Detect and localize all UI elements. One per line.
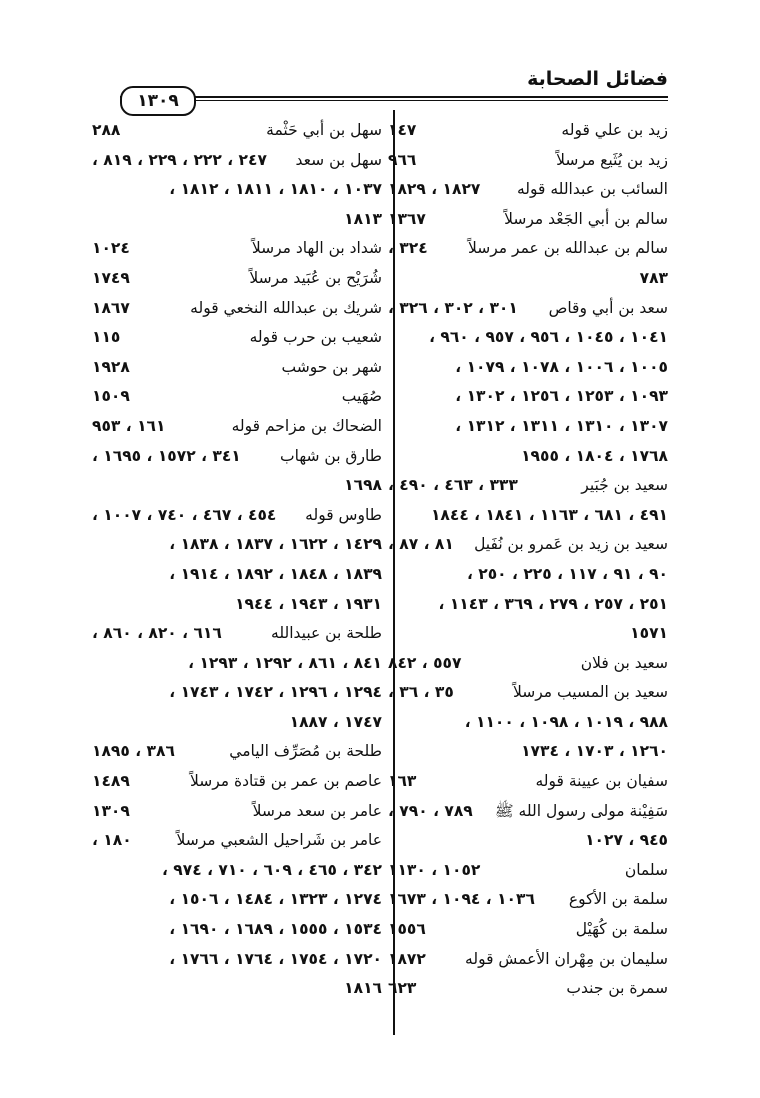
entry-numbers: ١٩٣١ ، ١٩٤٣ ، ١٩٤٤ <box>235 594 382 613</box>
index-entry <box>92 590 382 620</box>
entry-numbers: ١٥٣٤ ، ١٥٥٥ ، ١٦٨٩ ، ١٦٩٠ ، <box>169 920 382 939</box>
page-header-title: فضائل الصحابة <box>527 68 668 90</box>
entry-numbers: ١٣٠٧ ، ١٣١٠ ، ١٣١١ ، ١٣١٢ ، <box>455 416 668 435</box>
header-rule <box>120 96 668 98</box>
index-entry <box>92 530 382 560</box>
index-entry <box>388 767 668 797</box>
entry-numbers: ١٧٤٧ ، ١٨٨٧ <box>289 712 382 731</box>
index-entry <box>388 442 668 472</box>
entry-numbers: ١٠٣٦ ، ١٠٩٤ ، ١٦٧٣ <box>388 890 535 909</box>
entry-numbers: ١٥٧١ <box>630 624 668 643</box>
index-entry <box>92 678 382 708</box>
entry-name: سعد بن أبي وقاص <box>548 298 668 317</box>
entry-name: شُرَيْح بن عُبَيد مرسلاً <box>249 268 382 287</box>
index-entry <box>92 501 382 531</box>
index-entry <box>92 382 382 412</box>
entry-name: شداد بن الهاد مرسلاً <box>251 239 382 258</box>
entry-numbers: ٧٨٩ ، ٧٩٠ ، <box>388 801 473 820</box>
index-entry <box>92 885 382 915</box>
entry-name: سهل بن أبي حَثْمة <box>266 121 382 139</box>
index-entry <box>92 205 382 235</box>
index-entry <box>92 826 382 856</box>
index-entry <box>92 146 382 176</box>
index-entry <box>388 234 668 264</box>
index-entry <box>388 856 668 886</box>
index-entry <box>388 974 668 1004</box>
index-entry <box>92 442 382 472</box>
entry-numbers: ٥٥٧ ، ٨٤٢ <box>388 653 462 672</box>
entry-numbers: ٣٤٢ ، ٤٦٥ ، ٦٠٩ ، ٧١٠ ، ٩٧٤ ، <box>162 860 382 879</box>
entry-name: سفيان بن عيينة قوله <box>535 772 668 791</box>
entry-name: سلمة بن الأكوع <box>568 890 668 909</box>
entry-name: طاوس قوله <box>305 505 382 524</box>
index-entry <box>92 708 382 738</box>
index-entry <box>388 737 668 767</box>
index-column-right <box>388 116 668 1004</box>
index-entry <box>92 915 382 945</box>
entry-name: طلحة بن مُصَرِّف اليامي <box>229 742 382 761</box>
entry-numbers: ١٢٧٤ ، ١٣٢٣ ، ١٤٨٤ ، ١٥٠٦ ، <box>169 890 382 909</box>
index-column-left <box>92 116 382 1004</box>
index-entry <box>388 146 668 176</box>
entry-numbers: ٨١ ، ٨٧ ، <box>388 535 454 554</box>
entry-numbers: ١٧٦٨ ، ١٨٠٤ ، ١٩٥٥ <box>521 446 668 465</box>
entry-name: سعيد بن جُبَير <box>581 476 668 495</box>
entry-numbers: ١٦١ ، ٩٥٣ <box>92 416 166 435</box>
index-entry <box>92 797 382 827</box>
entry-numbers: ١٠٢٤ <box>92 239 130 258</box>
entry-numbers: ١٢٩٤ ، ١٢٩٦ ، ١٧٤٢ ، ١٧٤٣ ، <box>169 683 382 702</box>
entry-name: عامر بن سعد مرسلاً <box>252 801 382 820</box>
index-entry <box>92 767 382 797</box>
index-entry <box>388 116 668 146</box>
entry-name: سعيد بن فلان <box>580 653 668 672</box>
index-entry <box>388 649 668 679</box>
entry-name: شريك بن عبدالله النخعي قوله <box>190 298 382 317</box>
entry-numbers: ٣٥ ، ٣٦ ، <box>388 683 454 702</box>
index-entry <box>388 826 668 856</box>
entry-numbers: ١٨٢٧ ، ١٨٢٩ <box>388 180 481 199</box>
entry-numbers: ٩٨٨ ، ١٠١٩ ، ١٠٩٨ ، ١١٠٠ ، <box>464 712 668 731</box>
entry-numbers: ١٠٥٢ ، ١١٣٠ <box>388 860 481 879</box>
entry-numbers: ٤٥٤ ، ٤٦٧ ، ٧٤٠ ، ١٠٠٧ ، <box>92 505 277 524</box>
index-entry <box>92 234 382 264</box>
entry-numbers: ٣٠١ ، ٣٠٢ ، ٣٢٦ ، <box>388 298 518 317</box>
entry-name: سمرة بن جندب <box>566 979 668 998</box>
entry-numbers: ٦١٦ ، ٨٢٠ ، ٨٦٠ ، <box>92 624 222 643</box>
entry-numbers: ١٤٧ <box>388 121 417 139</box>
entry-numbers: ٣٣٣ ، ٤٦٣ ، ٤٩٠ ، <box>388 476 518 495</box>
entry-numbers: ٩٠ ، ٩١ ، ١١٧ ، ٢٢٥ ، ٢٥٠ ، <box>466 564 668 583</box>
index-entry <box>92 116 382 146</box>
entry-name: زيد بن يُثَيع مرسلاً <box>556 150 668 169</box>
entry-numbers: ١٦٣ <box>388 772 417 791</box>
entry-name: الضحاك بن مزاحم قوله <box>231 416 382 435</box>
entry-numbers: ١٥٠٩ <box>92 387 130 406</box>
entry-name: سعيد بن المسيب مرسلاً <box>513 683 668 702</box>
index-entry <box>92 619 382 649</box>
entry-name: شعيب بن حرب قوله <box>249 328 382 347</box>
entry-numbers: ٢٨٨ <box>92 121 121 139</box>
entry-numbers: ١٢٦٠ ، ١٧٠٣ ، ١٧٣٤ <box>521 742 668 761</box>
index-entry <box>388 205 668 235</box>
index-entry <box>92 264 382 294</box>
index-entry <box>388 471 668 501</box>
index-entry <box>388 885 668 915</box>
index-entry <box>92 175 382 205</box>
entry-name: طارق بن شهاب <box>280 446 382 465</box>
entry-numbers: ٢٥١ ، ٢٥٧ ، ٢٧٩ ، ٣٦٩ ، ١١٤٣ ، <box>438 594 668 613</box>
entry-numbers: ١٦٩٨ <box>344 476 382 495</box>
index-entry <box>388 175 668 205</box>
index-entry <box>388 915 668 945</box>
entry-numbers: ١٨٧٢ <box>388 949 426 968</box>
page-number: ١٣٠٩ <box>120 86 196 116</box>
entry-numbers: ١٠٤١ ، ١٠٤٥ ، ٩٥٦ ، ٩٥٧ ، ٩٦٠ ، <box>429 328 668 347</box>
index-entry <box>388 619 668 649</box>
entry-numbers: ١٣٠٩ <box>92 801 130 820</box>
entry-numbers: ١٣٦٧ <box>388 209 426 228</box>
index-entry <box>92 323 382 353</box>
entry-name: عامر بن شَراحيل الشعبي مرسلاً <box>176 831 382 850</box>
entry-name: سلمان <box>624 860 668 879</box>
entry-name: عاصم بن عمر بن قتادة مرسلاً <box>190 772 382 791</box>
index-entry <box>388 294 668 324</box>
entry-numbers: ١٨١٦ <box>344 979 382 998</box>
index-entry <box>92 412 382 442</box>
index-entry <box>388 560 668 590</box>
entry-numbers: ٤٩١ ، ٦٨١ ، ١١٦٣ ، ١٨٤١ ، ١٨٤٤ <box>430 505 668 524</box>
index-entry <box>388 382 668 412</box>
index-entry <box>92 974 382 1004</box>
index-entry <box>92 737 382 767</box>
index-entry <box>92 560 382 590</box>
index-entry <box>388 678 668 708</box>
entry-numbers: ١٨١٣ <box>344 209 382 228</box>
index-entry <box>388 530 668 560</box>
entry-name: سعيد بن زيد بن عَمرو بن نُفَيل <box>474 535 668 554</box>
index-entry <box>388 797 668 827</box>
index-entry <box>388 264 668 294</box>
entry-numbers: ١٥٥٦ <box>388 920 426 939</box>
entry-name: زيد بن علي قوله <box>561 121 668 139</box>
entry-numbers: ١٧٤٩ <box>92 268 130 287</box>
index-entry <box>92 294 382 324</box>
entry-numbers: ٣٨٦ ، ١٨٩٥ <box>92 742 175 761</box>
entry-numbers: ١٤٨٩ <box>92 772 130 791</box>
entry-name: السائب بن عبدالله قوله <box>517 180 668 199</box>
header-rule-thin <box>120 100 668 101</box>
entry-name: سالم بن عبدالله بن عمر مرسلاً <box>468 239 668 258</box>
index-entry <box>388 590 668 620</box>
entry-name: سالم بن أبي الجَعْد مرسلاً <box>504 209 668 228</box>
entry-name: شهر بن حوشب <box>281 357 382 376</box>
index-entry <box>92 471 382 501</box>
entry-numbers: ٢٤٧ ، ٢٢٢ ، ٢٢٩ ، ٨١٩ ، <box>92 150 267 169</box>
index-entry <box>92 945 382 975</box>
entry-numbers: ٦٢٣ <box>388 979 417 998</box>
entry-numbers: ١٠٠٥ ، ١٠٠٦ ، ١٠٧٨ ، ١٠٧٩ ، <box>455 357 668 376</box>
entry-numbers: ٣٢٤ ، <box>388 239 428 258</box>
entry-numbers: ١١٥ <box>92 328 121 347</box>
entry-numbers: ١٨٦٧ <box>92 298 130 317</box>
entry-name: طلحة بن عبيدالله <box>271 624 382 643</box>
entry-numbers: ١٠٩٣ ، ١٢٥٣ ، ١٢٥٦ ، ١٣٠٢ ، <box>455 387 668 406</box>
entry-numbers: ٨٤١ ، ٨٦١ ، ١٢٩٢ ، ١٢٩٣ ، <box>188 653 382 672</box>
entry-numbers: ١٠٣٧ ، ١٨١٠ ، ١٨١١ ، ١٨١٢ ، <box>169 180 382 199</box>
entry-numbers: ٧٨٣ <box>639 268 668 287</box>
index-entry <box>92 856 382 886</box>
entry-name: سَفِيْنة مولى رسول الله ﷺ <box>494 801 668 820</box>
index-entry <box>388 501 668 531</box>
index-entry <box>388 708 668 738</box>
entry-numbers: ٣٤١ ، ١٥٧٢ ، ١٦٩٥ ، <box>92 446 241 465</box>
index-entry <box>92 649 382 679</box>
entry-numbers: ٩٤٥ ، ١٠٢٧ <box>585 831 668 850</box>
index-entry <box>92 353 382 383</box>
entry-name: صُهَيب <box>341 387 382 406</box>
entry-numbers: ١٨٣٩ ، ١٨٤٨ ، ١٨٩٢ ، ١٩١٤ ، <box>169 564 382 583</box>
index-entry <box>388 323 668 353</box>
entry-numbers: ١٨٠ ، <box>92 831 132 850</box>
entry-name: سليمان بن مِهْران الأعمش قوله <box>465 949 668 968</box>
entry-numbers: ١٧٢٠ ، ١٧٥٤ ، ١٧٦٤ ، ١٧٦٦ ، <box>169 949 382 968</box>
entry-numbers: ١٩٢٨ <box>92 357 130 376</box>
entry-name: سلمة بن كُهَيْل <box>575 920 668 939</box>
entry-name: سهل بن سعد <box>295 150 382 169</box>
entry-numbers: ٩٦٦ <box>388 150 417 169</box>
index-entry <box>388 353 668 383</box>
entry-numbers: ١٤٢٩ ، ١٦٢٢ ، ١٨٣٧ ، ١٨٣٨ ، <box>169 535 382 554</box>
index-entry <box>388 945 668 975</box>
index-entry <box>388 412 668 442</box>
